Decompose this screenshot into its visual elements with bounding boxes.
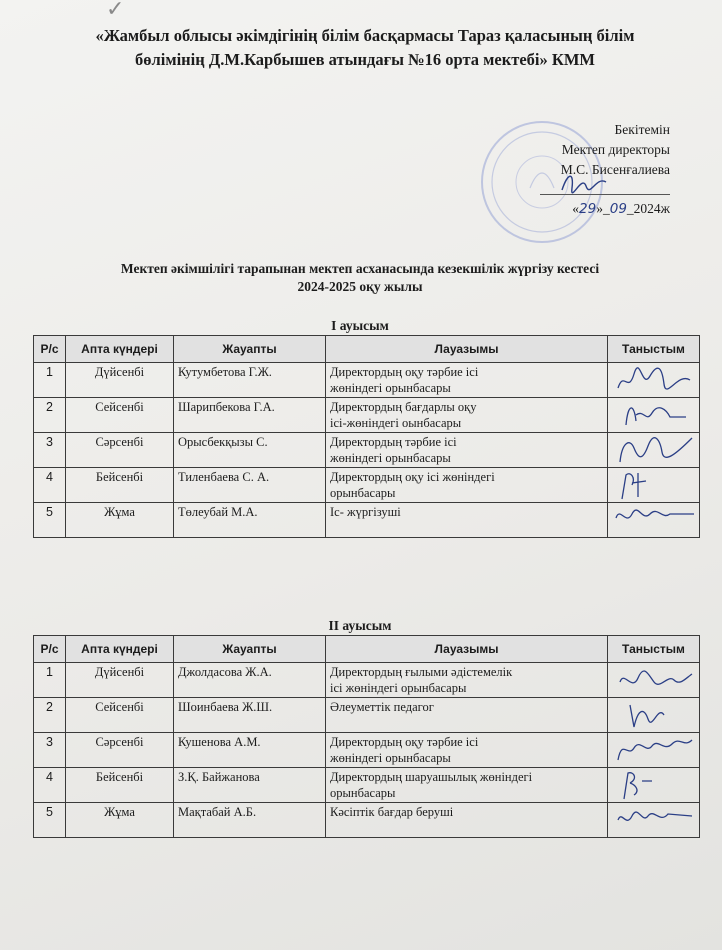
- table-row: 4 Бейсенбі З.Қ. Байжанова Директордың шаруашылық жөніндегі орынбасары: [34, 768, 700, 803]
- table-row: 1 Дүйсенбі Джолдасова Ж.А. Директордың ғылыми әдістемелік ісі жөніндегі орынбасары: [34, 663, 700, 698]
- shift-1-title: I ауысым: [331, 318, 389, 333]
- title-line-2: бөлімінің Д.М.Карбышев атындағы №16 орта мектебі» КММ: [135, 50, 595, 69]
- signature-icon: [612, 469, 696, 501]
- date-month: 09: [609, 201, 627, 217]
- signature-icon: [612, 734, 696, 766]
- signature-cell: [608, 433, 700, 468]
- col-num: Р/с: [34, 336, 66, 363]
- signature-cell: [608, 768, 700, 803]
- signature-cell: [608, 698, 700, 733]
- title-line-1: «Жамбыл облысы әкімдігінің білім басқармасы Тараз қаласының білім: [95, 26, 635, 45]
- signature-icon: [612, 769, 696, 801]
- table-row: 2 Сейсенбі Шоинбаева Ж.Ш. Әлеуметтік педагог: [34, 698, 700, 733]
- col-position: Лауазымы: [326, 336, 608, 363]
- col-person: Жауапты: [174, 636, 326, 663]
- table-row: 5 Жұма Төлеубай М.А. Іс- жүргізуші: [34, 503, 700, 538]
- signature-cell: [608, 733, 700, 768]
- director-signature-icon: [560, 168, 610, 198]
- signature-cell: [608, 468, 700, 503]
- signature-cell: [608, 503, 700, 538]
- shift-2-table: [33, 635, 700, 838]
- table-row: 2 Сейсенбі Шарипбекова Г.А. Директордың бағдарлы оқу ісі-жөніндегі оынбасары: [34, 398, 700, 433]
- shift-1-table: [33, 335, 700, 538]
- col-person: Жауапты: [174, 336, 326, 363]
- col-day: Апта күндері: [66, 636, 174, 663]
- signature-cell: [608, 663, 700, 698]
- date-year: 2024ж: [633, 201, 670, 216]
- document-title: [100, 260, 620, 296]
- table-row: 1 Дүйсенбі Кутумбетова Г.Ж. Директордың оқу тәрбие ісі жөніндегі орынбасары: [34, 363, 700, 398]
- signature-icon: [612, 699, 696, 731]
- approval-date: «29»_09_2024ж: [572, 201, 670, 217]
- signature-cell: [608, 363, 700, 398]
- academic-year: 2024-2025 оқу жылы: [297, 279, 423, 294]
- signature-icon: [612, 364, 696, 396]
- shift-2-title: II ауысым: [328, 618, 392, 633]
- table-header-row: [34, 336, 700, 363]
- col-num: Р/с: [34, 636, 66, 663]
- signature-icon: [612, 804, 696, 836]
- col-position: Лауазымы: [326, 636, 608, 663]
- col-ack: Таныстым: [608, 336, 700, 363]
- signature-cell: [608, 398, 700, 433]
- signature-cell: [608, 803, 700, 838]
- checkmark-icon: ✓: [106, 0, 125, 21]
- schedule-title: Мектеп әкімшілігі тарапынан мектеп асханасында кезекшілік жүргізу кестесі: [120, 261, 600, 276]
- signature-icon: [612, 434, 696, 466]
- col-ack: Таныстым: [608, 636, 700, 663]
- table-row: 5 Жұма Мақтабай А.Б. Кәсіптік бағдар беруші: [34, 803, 700, 838]
- table-row: 3 Сәрсенбі Орысбекқызы С. Директордың тәрбие ісі жөніндегі орынбасары: [34, 433, 700, 468]
- col-day: Апта күндері: [66, 336, 174, 363]
- approval-label: Бекітемін: [614, 122, 670, 137]
- approval-position: Мектеп директоры: [561, 142, 670, 157]
- signature-icon: [612, 504, 696, 536]
- signature-icon: [612, 664, 696, 696]
- table-row: 4 Бейсенбі Тиленбаева С. А. Директордың оқу ісі жөніндегі орынбасары: [34, 468, 700, 503]
- organization-title: [60, 24, 670, 72]
- signature-icon: [612, 399, 696, 431]
- table-row: 3 Сәрсенбі Кушенова А.М. Директордың оқу тәрбие ісі жөніндегі орынбасары: [34, 733, 700, 768]
- date-day: 29: [579, 201, 597, 217]
- table-header-row: [34, 636, 700, 663]
- approval-name: М.С. Бисенғалиева: [560, 162, 670, 177]
